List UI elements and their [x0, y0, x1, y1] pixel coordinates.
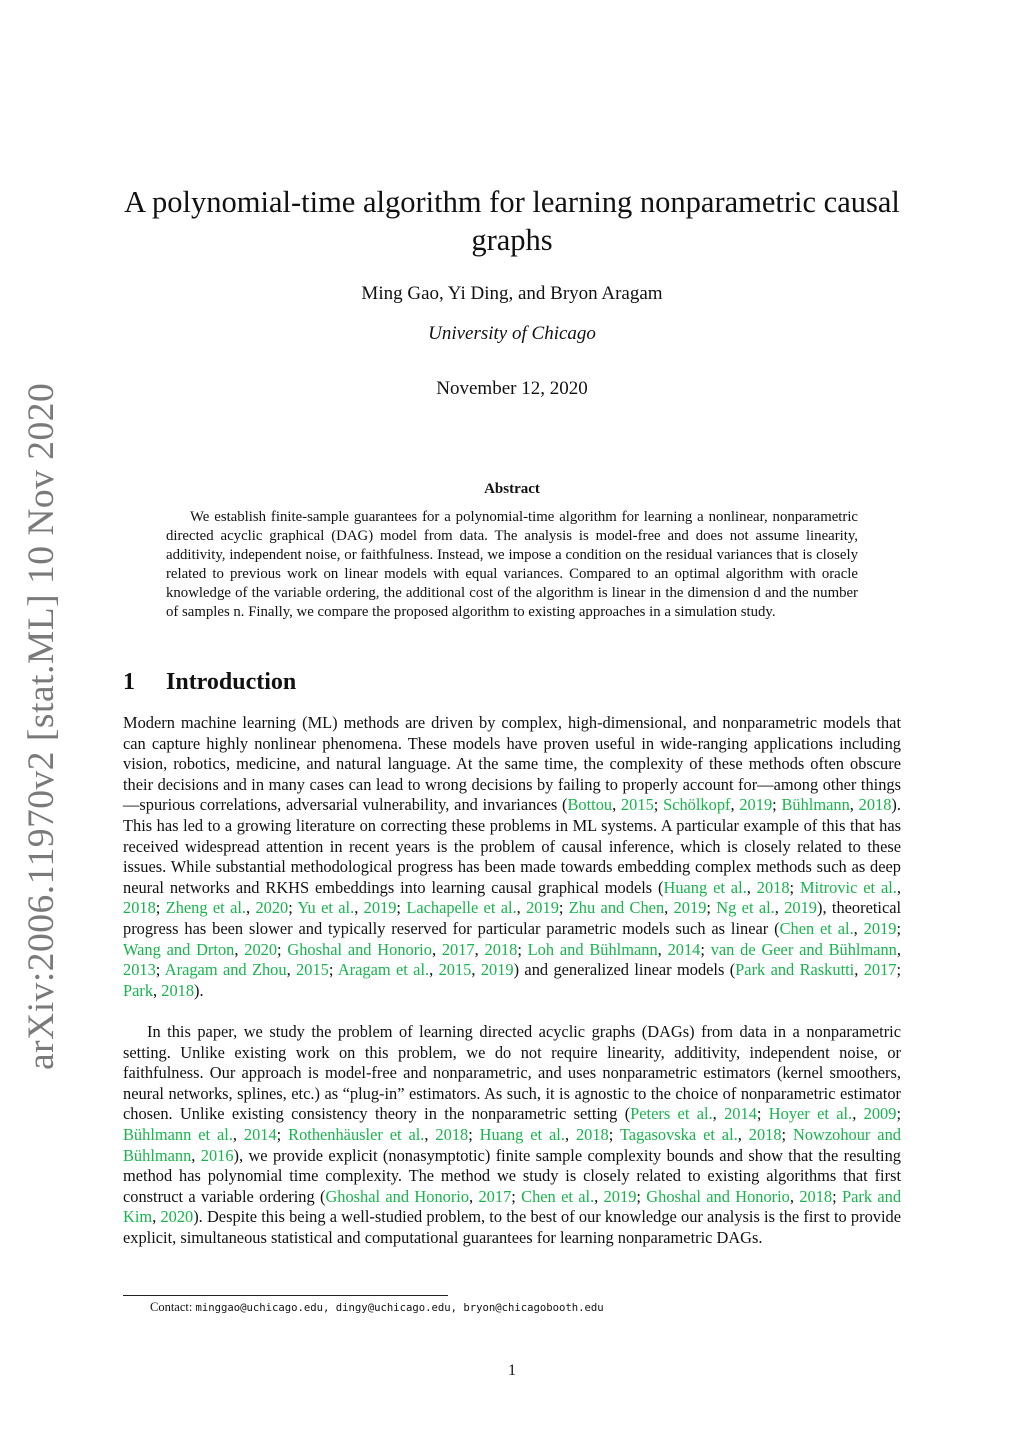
citation-link[interactable]: van de Geer and Bühlmann [710, 939, 897, 959]
paragraph-text: , [564, 1124, 576, 1144]
paragraph-text: , [469, 1186, 479, 1206]
abstract-text: We establish finite-sample guarantees for a polynomial-time algorithm for learning a nonlinear, nonparametric directed acyclic graphical (DAG) model from data. The analysis is model-free and does not assume linearity, additivity, independent noise, or faithfulness. Instead, we impose a condition on the residual variances that is closely related to previous work on linear models with equal variances. Compared to an optimal algorithm with oracle knowledge of the variable ordering, the additional cost of the algorithm is linear in the dimension d and the number of samples n. Finally, we compare the proposed algorithm to existing approaches in a simulation study. [166, 509, 858, 620]
paragraph-text: ; [896, 918, 901, 938]
paragraph-text: ; [558, 898, 569, 918]
paragraph-text: , [429, 960, 439, 980]
paragraph-text: , [746, 877, 757, 897]
section-heading-introduction [123, 669, 296, 696]
paragraph-text: ; [155, 960, 165, 980]
paragraph-text: , [612, 795, 621, 815]
paragraph-text: ; [896, 1104, 901, 1124]
paragraph-text: ). [194, 980, 204, 1000]
citation-link[interactable]: 2020 [160, 1207, 194, 1227]
paragraph-text: ; [781, 1124, 793, 1144]
citation-link[interactable]: Ghoshal and Honorio [325, 1186, 470, 1206]
citation-link[interactable]: Chen et al. [779, 918, 854, 938]
paragraph-text: ; [328, 960, 338, 980]
citation-link[interactable]: Mitrovic et al. [799, 877, 897, 897]
paragraph-text: , [896, 877, 901, 897]
citation-link[interactable]: 2018 [123, 898, 156, 918]
paragraph-text: , [516, 898, 527, 918]
paragraph-text: , [431, 939, 442, 959]
paragraph-text: ; [896, 960, 902, 980]
section-number: 1 [123, 669, 135, 695]
paragraph-text: ; [396, 898, 407, 918]
paragraph-text: In this paper, we study the problem of learning directed acyclic graphs (DAGs) from data in a nonparametric setting. Unlike existing work on this problem, we do not require linearity, additivity, independent noise, or faithfulness. Our approach is model-free and nonparametric, and uses nonparametric estimators (kernel smoothers, neural networks, splines, etc.) as “plug-in” estimators. As such, it is agnostic to the choice of nonparametric estimator chosen. Unlike existing consistency theory in the nonparametric setting ( [123, 1022, 901, 1124]
abstract-heading: Abstract [484, 481, 540, 497]
paragraph-text: , [424, 1124, 436, 1144]
footnote-label: Contact: [150, 1300, 193, 1314]
paragraph-text: , [153, 980, 162, 1000]
affiliation: University of Chicago [428, 323, 596, 344]
paragraph-text: ). This has led to a growing literature on correcting these problems in ML systems. A particular example of this that has received widespread attention in recent years is the problem of causal inference, which is closely related to these issues. While substantial methodological progress has been made towards embedding complex methods such as deep neural networks and RKHS embeddings into learning causal graphical models ( [123, 795, 901, 897]
citation-link[interactable]: 2018 [161, 980, 195, 1000]
citation-link[interactable]: Zhu and Chen [568, 898, 665, 918]
paper-title: A polynomial-time algorithm for learning nonparametric causal graphs [124, 185, 900, 257]
citation-link[interactable]: 2019 [739, 795, 773, 815]
paragraph-text: , [594, 1186, 604, 1206]
paragraph-text: ; [608, 1124, 620, 1144]
paragraph-text: ; [789, 877, 800, 897]
citation-link[interactable]: Peters et al. [630, 1104, 713, 1124]
paragraph-text: ; [636, 1186, 647, 1206]
citation-link[interactable]: Bühlmann et al. [123, 1124, 233, 1144]
citation-link[interactable]: Yu et al. [297, 898, 355, 918]
paragraph-text: , [657, 939, 668, 959]
paragraph-text: ; [700, 939, 711, 959]
citation-link[interactable]: 2019 [863, 918, 897, 938]
citation-link[interactable]: 2018 [756, 877, 790, 897]
paragraph-text: , [471, 960, 481, 980]
citation-link[interactable]: 2019 [784, 898, 817, 918]
paragraph-text: ; [517, 939, 528, 959]
citation-link[interactable]: 2019 [480, 960, 514, 980]
citation-link[interactable]: 2018 [435, 1124, 469, 1144]
citation-link[interactable]: 2015 [620, 795, 654, 815]
intro-paragraph-1 [123, 713, 901, 1001]
citation-link[interactable]: Loh and Bühlmann [527, 939, 658, 959]
citation-link[interactable]: 2018 [748, 1124, 782, 1144]
citation-link[interactable]: Zheng et al. [165, 898, 246, 918]
citation-link[interactable]: 2014 [724, 1104, 757, 1124]
citation-link[interactable]: 2009 [863, 1104, 897, 1124]
citation-link[interactable]: 2014 [667, 939, 701, 959]
paragraph-text: , [852, 1104, 864, 1124]
paragraph-text: , [246, 898, 256, 918]
citation-link[interactable]: Lachapelle et al. [406, 898, 517, 918]
citation-link[interactable]: 2019 [603, 1186, 637, 1206]
paragraph-text: Modern machine learning (ML) methods are driven by complex, high-dimensional, and nonparametric models that can capture highly nonlinear phenomena. These models have proven useful in wide-ranging applications including vision, robotics, medicine, and natural language. At the same time, the complexity of these methods often obscure their decisions and in many cases can lead to wrong decisions by failing to properly account for—among other things—spurious correlations, adversarial vulnerability, and invariances ( [123, 713, 901, 815]
citation-link[interactable]: 2014 [243, 1124, 277, 1144]
paragraph-text: , [354, 898, 364, 918]
citation-link[interactable]: Aragam et al. [337, 960, 430, 980]
paragraph-text: ; [155, 898, 166, 918]
citation-link[interactable]: 2017 [478, 1186, 512, 1206]
paragraph-text: ; [288, 898, 298, 918]
citation-link[interactable]: 2017 [441, 939, 475, 959]
citation-link[interactable]: Bühlmann [781, 795, 850, 815]
paragraph-text: ) and generalized linear models ( [513, 960, 736, 980]
paragraph-text: , [730, 795, 740, 815]
citation-link[interactable]: Rothenhäusler et al. [288, 1124, 425, 1144]
paragraph-text: ; [468, 1124, 480, 1144]
publication-date: November 12, 2020 [436, 378, 588, 399]
paragraph-text: , [474, 939, 485, 959]
paragraph-text: , [853, 918, 864, 938]
intro-paragraph-2 [123, 1022, 901, 1249]
paragraph-text: ; [832, 1186, 842, 1206]
paragraph-text: , [849, 795, 859, 815]
paragraph-text: , [737, 1124, 749, 1144]
paragraph-text: ; [277, 939, 288, 959]
citation-link[interactable]: Park and Raskutti [735, 960, 855, 980]
paragraph-text: ; [756, 1104, 769, 1124]
paragraph-text: , [789, 1186, 800, 1206]
citation-link[interactable]: Aragam and Zhou [164, 960, 287, 980]
paragraph-text: , [191, 1145, 201, 1165]
paragraph-text: , [854, 960, 864, 980]
paragraph-text: , [232, 1124, 244, 1144]
citation-link[interactable]: 2019 [673, 898, 707, 918]
footnote-divider [123, 1295, 448, 1296]
citation-link[interactable]: 2019 [526, 898, 559, 918]
paragraph-text: ; [653, 795, 664, 815]
paragraph-text: , [896, 939, 901, 959]
citation-link[interactable]: Bottou [567, 795, 613, 815]
citation-link[interactable]: 2018 [484, 939, 518, 959]
contact-emails: minggao@uchicago.edu, dingy@uchicago.edu, bryon@chicagobooth.edu [195, 1302, 604, 1314]
citation-link[interactable]: Hoyer et al. [768, 1104, 853, 1124]
citation-link[interactable]: 2017 [863, 960, 897, 980]
contact-footnote [150, 1300, 604, 1315]
paragraph-text: , [286, 960, 297, 980]
citation-link[interactable]: Ghoshal and Honorio [287, 939, 432, 959]
paragraph-text: ), we provide explicit (nonasymptotic) finite sample complexity bounds and show that the resulting method has polynomial time complexity. The method we study is closely related to existing algorithms that first construct a variable ordering ( [123, 1145, 901, 1206]
paragraph-text: ; [276, 1124, 289, 1144]
citation-link[interactable]: 2020 [244, 939, 278, 959]
citation-link[interactable]: 2015 [296, 960, 329, 980]
paragraph-text: , [664, 898, 674, 918]
citation-link[interactable]: 2020 [255, 898, 289, 918]
paragraph-text: , [712, 1104, 725, 1124]
citation-link[interactable]: Park [123, 980, 154, 1000]
citation-link[interactable]: Huang et al. [663, 877, 747, 897]
paragraph-text: ; [706, 898, 717, 918]
paragraph-text: , [152, 1207, 161, 1227]
citation-link[interactable]: Chen et al. [521, 1186, 595, 1206]
citation-link[interactable]: 2019 [363, 898, 397, 918]
citation-link[interactable]: Huang et al. [479, 1124, 565, 1144]
paragraph-text: ). Despite this being a well-studied problem, to the best of our knowledge our analysis is the first to provide explicit, simultaneous statistical and computational guarantees for learning nonparametric DAGs. [123, 1207, 901, 1247]
citation-link[interactable]: Schölkopf [663, 795, 731, 815]
citation-link[interactable]: Wang and Drton [123, 939, 235, 959]
paragraph-text: ; [772, 795, 782, 815]
paragraph-text: , [774, 898, 785, 918]
citation-link[interactable]: Ghoshal and Honorio [646, 1186, 790, 1206]
arxiv-stamp: arXiv:2006.11970v2 [stat.ML] 10 Nov 2020 [21, 382, 62, 1070]
paragraph-text: ), theoretical progress has been slower and typically reserved for particular parametric models such as linear ( [123, 898, 902, 938]
citation-link[interactable]: Ng et al. [716, 898, 775, 918]
citation-link[interactable]: Park and Kim [123, 1186, 902, 1227]
paragraph-text: ; [511, 1186, 522, 1206]
citation-link[interactable]: 2015 [438, 960, 472, 980]
citation-link[interactable]: Tagasovska et al. [619, 1124, 738, 1144]
citation-link[interactable]: 2013 [123, 960, 156, 980]
citation-link[interactable]: Nowzohour and Bühlmann [123, 1124, 901, 1165]
citation-link[interactable]: 2018 [799, 1186, 833, 1206]
citation-link[interactable]: 2018 [575, 1124, 609, 1144]
page-number: 1 [508, 1362, 516, 1379]
paragraph-text: , [234, 939, 245, 959]
citation-link[interactable]: 2016 [200, 1145, 234, 1165]
citation-link[interactable]: 2018 [858, 795, 892, 815]
author-list: Ming Gao, Yi Ding, and Bryon Aragam [361, 283, 663, 304]
section-title: Introduction [166, 669, 297, 695]
